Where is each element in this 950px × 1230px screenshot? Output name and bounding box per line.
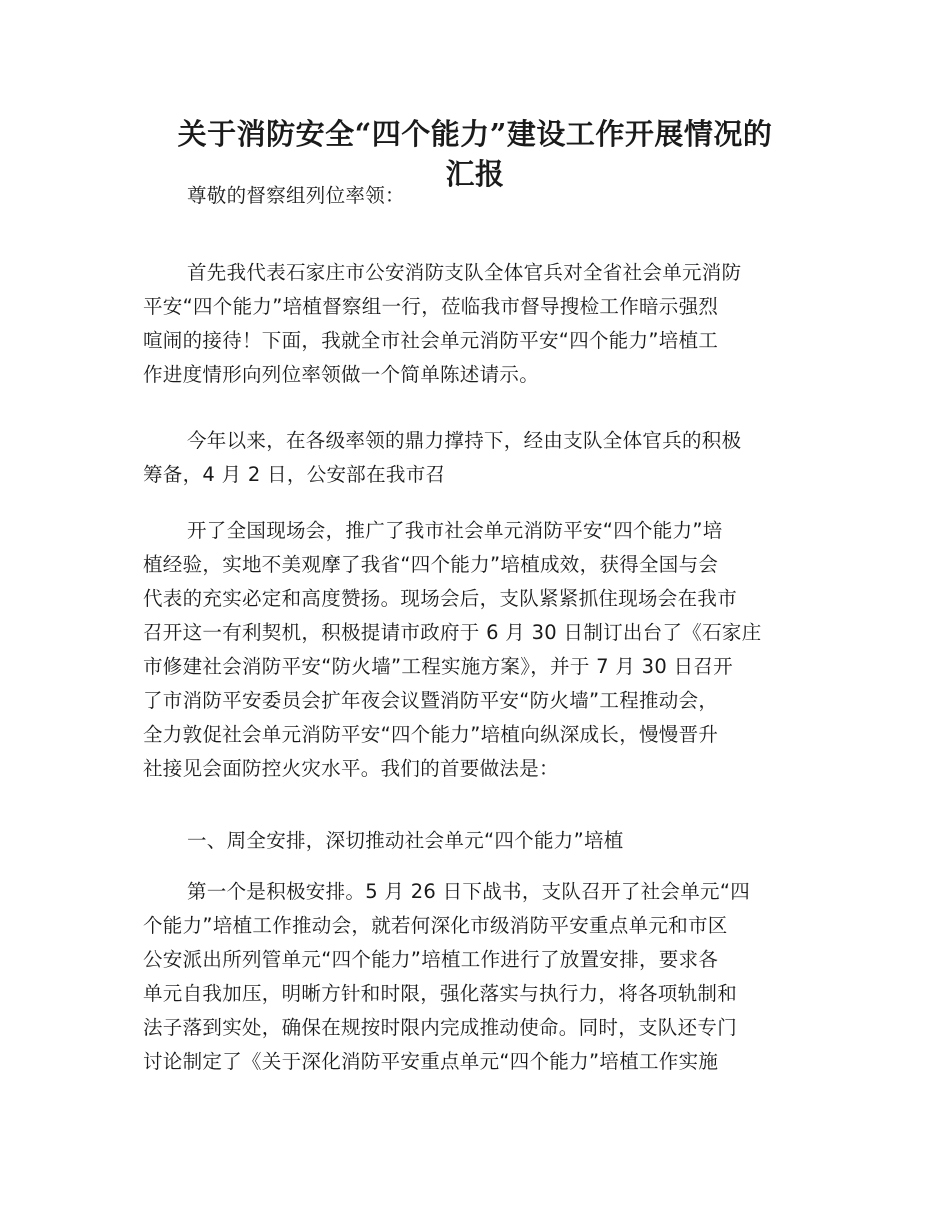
background-paragraph xyxy=(143,424,808,492)
paragraph-line: 筹备，4 月 2 日，公安部在我市召 xyxy=(143,463,446,486)
paragraph-line: 一、周全安排，深切推动社会单元“四个能力”培植 xyxy=(187,829,624,852)
paragraph-line: 植经验，实地不美观摩了我省“四个能力”培植成效，获得全国与会 xyxy=(143,553,719,576)
paragraph-line: 了市消防平安委员会扩年夜会议暨消防平安“防火墙”工程推动会， xyxy=(143,689,719,712)
paragraph-line: 首先我代表石家庄市公安消防支队全体官兵对全省社会单元消防 xyxy=(187,261,742,284)
paragraph-line: 代表的充实必定和高度赞扬。现场会后，支队紧紧抓住现场会在我市 xyxy=(143,587,738,610)
salutation-paragraph xyxy=(143,179,808,213)
intro-paragraph xyxy=(143,256,808,392)
paragraph-line: 单元自我加压，明晰方针和时限，强化落实与执行力，将各项轨制和 xyxy=(143,982,738,1005)
paragraph-line: 召开这一有利契机，积极提请市政府于 6 月 30 日制订出台了《石家庄 xyxy=(143,621,762,644)
arrangement-paragraph xyxy=(143,875,808,1079)
paragraph-line: 第一个是积极安排。5 月 26 日下战书，支队召开了社会单元“四 xyxy=(187,880,751,903)
document-title-line-1: 关于消防安全“四个能力”建设工作开展情况的 xyxy=(177,117,773,151)
paragraph-line: 个能力”培植工作推动会，就若何深化市级消防平安重点单元和市区 xyxy=(143,914,728,937)
paragraph-line: 平安“四个能力”培植督察组一行，莅临我市督导搜检工作暗示强烈 xyxy=(143,295,719,318)
paragraph-line: 全力敦促社会单元消防平安“四个能力”培植向纵深成长，慢慢晋升 xyxy=(143,723,719,746)
paragraph-line: 作进度情形向列位率领做一个简单陈述请示。 xyxy=(143,363,540,386)
paragraph-line: 社接见会面防控火灾水平。我们的首要做法是： xyxy=(143,757,559,780)
paragraph-line: 公安派出所列管单元“四个能力”培植工作进行了放置安排，要求各 xyxy=(143,948,719,971)
paragraph-line: 尊敬的督察组列位率领： xyxy=(187,184,405,207)
meeting-paragraph xyxy=(143,514,808,786)
document-title-line-2: 汇报 xyxy=(445,157,505,191)
paragraph-line: 讨论制定了《关于深化消防平安重点单元“四个能力”培植工作实施 xyxy=(143,1050,719,1073)
paragraph-line: 市修建社会消防平安“防火墙”工程实施方案》，并于 7 月 30 日召开 xyxy=(143,655,733,678)
paragraph-line: 开了全国现场会，推广了我市社会单元消防平安“四个能力”培 xyxy=(187,519,723,542)
paragraph-line: 喧闹的接待！下面，我就全市社会单元消防平安“四个能力”培植工 xyxy=(143,329,719,352)
section-heading-1 xyxy=(143,824,808,858)
paragraph-line: 今年以来，在各级率领的鼎力撑持下，经由支队全体官兵的积极 xyxy=(187,429,742,452)
paragraph-line: 法子落到实处，确保在规按时限内完成推动使命。同时，支队还专门 xyxy=(143,1016,738,1039)
